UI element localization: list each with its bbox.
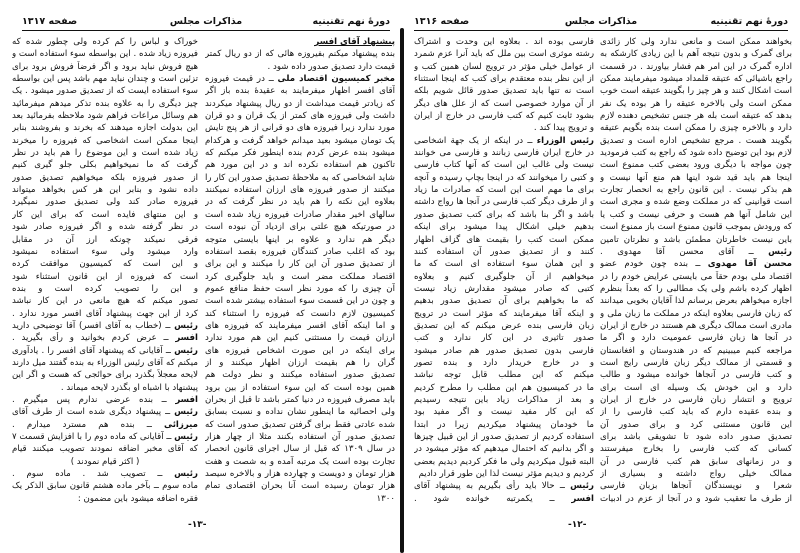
text-line: دارد و بالاخره چیزی را ممکن است بنده بگویم عتیقه <box>600 123 792 134</box>
text-line: در سال ۱۳۰۹ که قبل از سال اجرای قانون انحصار <box>205 444 395 455</box>
speech-text: ــ یکمرتبه خوانده شود . <box>414 493 572 504</box>
speech-text: ــ پیشنهاد دیگری شده است از طرف آقای <box>12 407 171 418</box>
text-line: برای ما مهم است این است که صادرات ما زیاد <box>414 185 594 196</box>
text-line <box>414 493 594 505</box>
text-line: مورد ندارد زیرا فیروزه های دو قرانی از هر پنج تایش <box>205 123 395 134</box>
speech-text: ــ آقای محسن آقا مهدوی . <box>600 246 769 257</box>
text-line: ماده سوم ــ بآخر ماده هشتم قانون سابق الذکر یک <box>12 481 198 492</box>
text-line: کنند و از تصدیق صدور آن استفاده کنند <box>414 246 594 257</box>
text-line <box>205 36 395 48</box>
text-line: بشود ثابت کنیم که کتب فارسی در خارج از ایران <box>414 111 594 122</box>
text-line: هم وسائل مراعات فراهم شود ملاحظه بفرمائید بعد <box>12 111 198 122</box>
text-line: و بعد از مذاکرات زیاد باین نتیجه رسیدیم <box>414 394 594 405</box>
text-line: تصدیق صدور آن استفاده بکنند مثلا از چهار هزار <box>205 432 395 442</box>
speaker-name: رئیس <box>174 345 198 356</box>
speech-text: ــ بنده چون خودم عضو <box>600 259 701 270</box>
speaker-name: افسر <box>175 394 198 405</box>
text-line: اینجا ممکن است اشخاصی که فیروزه را میخرند <box>12 135 198 146</box>
text-line <box>12 394 198 406</box>
text-line: هم بذکر نیست . این قانون راجع به انحصار تجارت <box>600 185 792 196</box>
text-line: این بدولت اجازه میدهند که بخرند و بفروشند بنابر <box>12 123 198 134</box>
speech-text: ــ بنده هم مسترد میدارم . <box>12 419 164 430</box>
text-line: اقتصاد مملکت مضر است و باید جلوگیری کرد <box>205 271 395 282</box>
text-line: زبان فارسی بنده عرض میکنم که این تصدیق <box>414 320 594 331</box>
section-heading: پیشنهاد آقای افسر <box>314 37 395 47</box>
text-line <box>12 345 198 357</box>
speaker-name: رئیس الوزراء <box>536 135 594 146</box>
text-line: کرد از این جهت پیشنهاد آقای افسر مورد ندارد . <box>12 308 198 319</box>
text-line: شاید اشخاصی که به ملاحظهٔ تصدیق صدور این کار را <box>205 172 395 183</box>
text-line: زیاد شده است و این موضوع را هم باید در نظر <box>12 148 198 159</box>
text-line: باین نیست خاطرتان مطمئن باشد و نظرتان تامین <box>600 234 792 245</box>
text-line: فارسی بدون تصدیق صدور هم صادر میشود <box>414 345 594 356</box>
speaker-name: افسر <box>571 493 594 504</box>
text-line: فقره اضافه میشود باین مضمون : <box>77 493 198 504</box>
speech-text: ــ بنده عرضی ندارم پس میگیرم . <box>12 394 176 405</box>
session-label: دورهٔ نهم تقنینیه <box>710 16 788 27</box>
speaker-name: میرزائی <box>164 419 198 430</box>
page-footer-number: -۱۳- <box>188 520 207 530</box>
session-label: دورهٔ نهم تقنینیه <box>312 16 390 27</box>
text-line: بدهد که عتیقه است بله هر جنس تشخیص دهنده لازم <box>600 111 792 122</box>
text-line: ممکن است ولی بالاخره عتیقه را هر بوده یک نفر <box>600 98 792 109</box>
text-line: میخواهیم از آن جلوگیری کنیم و بعلاوه <box>414 271 594 282</box>
text-line: و از طرف دیگر کتب فارسی در آنجا ها رواج داشته <box>414 197 594 208</box>
page-number: صفحه ۱۳۱۷ <box>22 16 78 27</box>
text-line: و اگر بدانیم که احتمال میدهیم که مؤثر میشود در <box>414 444 594 455</box>
text-line: آقای افسر اظهار میفرمایند به عقیدهٔ بنده باز اگر <box>205 86 395 97</box>
header-title: مذاکرات مجلس <box>169 16 243 27</box>
text-line: گران را هم بقیمت ارزان اظهار میکنند و از <box>205 357 395 368</box>
text-line: دیگر هم ندارد و علاوه بر اینها بایستی متوجه <box>205 234 395 245</box>
text-line: برای گمرک و بدون نتیجه آهم با این زیادی کارشکه به <box>600 49 792 60</box>
page-footer-number: -۱۲- <box>568 520 587 530</box>
text-line: باشد و اگر بنا باشد که برای کتب تصدیق صدور <box>414 209 594 220</box>
text-line: لایحه معجلاً بگذرد برای حوائجی که هست و اگر این <box>12 370 198 381</box>
text-line: و در خارج خریدار دارد و بنده تصور <box>414 357 594 368</box>
text-line: برای اینکه در این صورت اشخاص فیروزه های <box>205 345 395 356</box>
text-line: ( اکثر قیام نمودند ) <box>70 456 140 467</box>
text-column-right <box>205 36 395 505</box>
text-line: در نظر گرفته شده و اگر فیروزه صادر شود <box>12 222 198 233</box>
text-line <box>12 468 198 480</box>
text-line: در صورتیکه هیچ علتی برای ازدیاد آن نبوده است <box>205 222 395 233</box>
text-line: مراجعه کنیم میبینیم که در هندوستان و افغانستان <box>600 345 792 356</box>
text-line: تاکنون هم استفاده نکرده اند و در این مورد هم <box>205 160 395 171</box>
right-page <box>400 0 800 553</box>
speech-text: ــ (خطاب به آقای افسر) آقا توضیحی دارید <box>12 320 171 331</box>
text-line: استفاده کردیم از تصدیق صدور از این قبیل چیزها <box>414 432 594 442</box>
text-line <box>12 332 198 344</box>
text-column-left <box>414 36 594 505</box>
text-line: کتبی که صادر میشود مقدارش زیاد نیست <box>414 283 594 294</box>
speaker-name: مخبر کمیسیون اقتصاد ملی <box>277 74 395 85</box>
text-line: باید مصرف فیروزه در دنیا کمتر باشد تا قبل از بحران <box>205 394 395 405</box>
text-line: مادری است ممالک دیگری هم هستند در خارج از ایران <box>600 320 792 331</box>
text-line: و کتب فارسی در آنجاها خوانده میشود و طالب <box>600 370 792 381</box>
text-line: است نه تنها باید تصدیق صدور قائل شویم بلکه <box>414 86 594 97</box>
text-line: ولی احصائیه ما اینطور نشان نداده و نسبت بسابق <box>205 407 395 418</box>
text-line: و کتبی را میخوانند که در اینجا بچاپ رسیده و آنچه <box>414 172 594 183</box>
text-line: پیشنهاد با اشباه او بگذرد لایحه میماند . <box>60 382 198 393</box>
page-header <box>22 14 390 31</box>
text-line: فارسی بوده اند . بعلاوه این وحدت و اشتراک <box>414 37 594 47</box>
text-line: و چون در این قسمت سوء استفاده بیشتر شده است <box>205 296 395 307</box>
text-line <box>12 320 198 332</box>
text-line: وارد میشود ولی سوء استفاده نمیشود <box>12 246 198 257</box>
text-line: چیز دیگری را به علاوه بنده تذکر میدهم میفرمائید <box>12 98 198 109</box>
text-line: قیمت دارد تصدیق صدور داده شود . <box>267 61 395 72</box>
text-line: آن چیزی را که مورد نظر است حفظ منافع عموم <box>205 283 395 294</box>
text-line: ما خودمان پیشنهاد میکردیم زیرا در ابتدا <box>414 419 594 430</box>
text-line: از عوامل خیلی مؤثر در ترویج لسان همین کتب و <box>414 61 594 72</box>
speech-text: ــ تصویب شد . ماده سوم . <box>12 469 175 480</box>
text-line: در آنجا ها زبان فارسی عمومیت دارد و اگر ما <box>600 333 792 344</box>
text-line: اجازه میخواهم بعرض برسانم لذا آقایان بخوبی میدانند <box>600 296 792 307</box>
speech-text: ــ در اینکه از یک جهة اشخاصی <box>414 135 533 146</box>
text-line: ما در کمیسیون هم این مطلب را مطرح کردیم <box>414 382 594 393</box>
text-line: این قانون مستثنی کرد و برای صدور آن <box>600 419 792 430</box>
text-line: از صدور فیروزه بلکه میخواهیم تصدیق صدور <box>12 172 198 183</box>
text-line: و این منتهای فایده است که برای این کار <box>12 209 198 220</box>
text-line: و این همان سوء استفاده ای است که ما <box>414 259 594 270</box>
text-line: این شامل آنها هم هست و حرفی نیست و کتب یا <box>600 209 792 220</box>
speech-text: ــ آقایانی که ماده دوم را با افزایش قسمت ۷ <box>12 432 175 442</box>
text-line: و در زمانهای سابق هم کتب فارسی در آن <box>600 456 792 467</box>
text-line: البته قبول میکردیم ولی ما فکر کردیم دیدیم بعضی <box>414 456 594 467</box>
speech-text: ــ در قیمت فیروزه <box>205 74 274 85</box>
text-line: از این نظر بنده معتقدم برای کتب که اینجا استثناء <box>414 74 594 85</box>
text-line: تصدیق صدور استفاده میکنند و نظر دولت هم <box>205 370 395 381</box>
text-line: کسانی که کتب فارسی را بخارج میفرستند <box>600 444 792 455</box>
text-line: نیست ولی غالب این است که آنها کتاب فارسی <box>414 160 594 171</box>
text-line: ترویج و انتشار زبان فارسی در خارج از ایران <box>600 394 792 405</box>
text-line: دارد و این خودش یک وسیله ای است برای <box>600 382 792 393</box>
text-line: اظهار کرده باشم ولی یک مطالبی را که بعداً بنظرم <box>600 283 792 294</box>
text-line: فیروزه صادر کند ولی تصدیق صدور نمیگیرد <box>12 197 198 208</box>
text-line: بنده پیشنهاد میکنم بفیروزه هائی که از دو ریال کمتر <box>205 49 395 60</box>
text-line: میشود بنده عرض کردم بنده اینطور فکر میکنم که <box>205 148 395 159</box>
text-line: کردیم و دیدیم مؤثر نیست لذا این طور قرار دادیم <box>418 469 594 480</box>
text-line: هزار تومان و دویست و چهارده هزار و بالاخره سیصد <box>205 469 395 480</box>
text-line: میکنم که آقای رئیس الوزراء به بنده گفتند میل دارند <box>12 357 198 368</box>
text-line: چون مواجه با دیگری ورود بعضی کتب ممنوع است <box>600 160 792 171</box>
text-line: هزار تومان رسیده است آنا بحران اقتصادی تمام <box>205 481 395 492</box>
text-line: همین بوده است که این سوء استفاده از بین برود <box>205 382 395 393</box>
text-line: است که فیروزه از این قانون استثناء شود <box>12 271 198 282</box>
text-line: تصور میکنم که هیچ مانعی در این کار نباشد <box>12 296 198 307</box>
speaker-name: رئیس <box>174 432 198 442</box>
text-line: که زیادتر قیمت میداشت از دو ریال پیشنهاد میکردند <box>205 98 395 109</box>
text-line <box>414 135 594 147</box>
text-line: کمیسیون لازم دانست که فیروزه را استثناء کند <box>205 308 395 319</box>
text-line: اینجا هم باید قید شود اینها هم منع آنها نیست و <box>600 172 792 183</box>
text-line: تصدیق صدور داده شود تا تشویقی باشد برای <box>600 432 792 442</box>
text-line: بگویند هست . مرجع تشخیص اداره است و تصدیق <box>600 135 792 146</box>
text-line: گرفت که ما نمیخواهیم بکلی جلو گیری کنیم <box>12 160 198 171</box>
text-line: رشته موثری است بین ملل که باید آنرا عزم شمرد <box>414 49 594 60</box>
speech-text: ــ آقایانی که پیشنهاد آقای افسر را . یادآوری <box>12 345 175 356</box>
text-line: از طرف ما تعقیب شود و در آنجا از عزم در ادبیات <box>600 493 792 504</box>
text-line: یک تومان میشود بعید میدانم خواهد گرفت و هرکدام <box>205 135 395 146</box>
text-column-left <box>12 36 198 505</box>
page-number: صفحه ۱۳۱۶ <box>414 16 470 27</box>
text-line: فرقی نمیکند چونکه ارز آن در مقابل <box>12 234 198 245</box>
text-line: در خارج ایران فارسی زبانند و فارسی می خوانند <box>414 148 594 159</box>
speaker-name: رئیس <box>174 407 198 418</box>
text-line: که ورودش بموجب قانون ممنوع است باز ممنوع است <box>600 222 792 233</box>
text-line: راجع باشیائی که عتیقه قلمداد میشود میفرمایند ممکن <box>600 74 792 85</box>
speaker-name: افسر <box>175 333 198 344</box>
text-line: ممالک خیلی رواج داشته و بسیاری از <box>600 469 792 480</box>
speech-text: ــ حالا باید رأی بگیریم به پیشنهاد آقای <box>414 481 565 492</box>
speaker-name: رئیس <box>570 481 594 492</box>
text-line: تجارت بوده است یک مرتبه آمده و به شصت و هفت <box>205 456 395 467</box>
text-line: است قوانینی که در مملکت وضع شده و مجری است <box>600 197 792 208</box>
text-line: بود که اغلب صادر کنندگان فیروزه بقصد استفاده <box>205 246 395 257</box>
text-line: بعلاوه این نکته را هم باید در نظر گرفت که در <box>205 197 395 208</box>
text-column-right <box>600 36 792 505</box>
text-line <box>12 431 198 443</box>
speaker-name: رئیس <box>174 469 198 480</box>
text-line: از تصدیق صدور آن این کار را میکنند و این برای <box>205 259 395 270</box>
text-line <box>600 246 792 258</box>
text-line: داشت ولی فیروزه های کمتر از یک قران و دو قران <box>205 111 395 122</box>
text-line <box>12 406 198 418</box>
text-line: فیروزه زیاد شده . این بواسطه سوء استفاده است و <box>12 49 198 60</box>
text-line: و اینکه آقا میفرمایند که مؤثر است در ترویج <box>414 308 594 319</box>
text-line: ارزان قیمت را مستثنی کنیم این هم مورد ندارد <box>205 333 395 344</box>
text-line: که آقای مخبر اضافه نمودند تصویب میکنند قیام <box>12 444 198 455</box>
text-line: سالهای اخیر مقدار صادرات فیروزه زیاد شده است <box>205 209 395 220</box>
text-line: و قسمتی از ممالک دیگر زبان فارسی رایج است <box>600 357 792 368</box>
text-line: و این را تصویب کرده است و بنده <box>12 283 198 294</box>
text-line: هیچ فروش نباید برود و اگر فرضاً فروش برود برای <box>12 61 198 72</box>
text-line: است اشکال کنند و هر چیز را بگویند عتیقه است خوب <box>600 86 792 97</box>
text-line: شعرا و نویسندگان آنجاها بزبان فارسی <box>600 481 792 492</box>
text-line: میکنم که این مطلب قابل توجه نباشد <box>414 370 594 381</box>
text-line: که زبان فارسی بعلاوه اینکه در مملکت ما زبان ملی و <box>600 308 792 319</box>
text-line: صدور تاثیری در این کار ندارد و کتب <box>414 333 594 344</box>
speech-text: ــ عرض کردم بخوانید و رأی بگیرید . <box>12 333 176 344</box>
text-line <box>600 258 792 270</box>
text-line: تزئین است و چندان نباید مهم باشد پس این بواسطه <box>12 74 198 85</box>
speaker-name: رئیس <box>768 246 792 257</box>
text-line: از آن موارد خصوصی است که از علل های دیگر <box>414 98 594 109</box>
text-line: لازم بود این توضیح داده شود که راجع به کتب فرمودید <box>600 148 792 159</box>
text-line: بدهیم خیلی اشکال پیدا میشود برای اینکه <box>414 222 594 233</box>
text-line <box>12 419 198 431</box>
text-line: بخواهند ممکن است و مانعی ندارد ولی کار زائدی <box>600 37 792 47</box>
text-line: اداره گمرک در این امر هم فشار بیاورند . در قسمت <box>600 61 792 72</box>
text-line: ممکن است کتب را بقیمت های گزاف اظهار <box>414 234 594 245</box>
text-line: و ترویج پیدا کند . <box>533 123 594 134</box>
text-line: و اما اینکه آقای افسر میفرمایند که فیروزه های <box>205 320 395 331</box>
text-line: که این کار مفید نیست و اگر مفید بود <box>414 407 594 418</box>
text-line: داده نشود و بنابر این هر کس بخواهد میتواند <box>12 185 198 196</box>
text-line: و این است که کمیسیون موافقت کرده <box>12 259 198 270</box>
text-line: ۱۳۰۰ <box>376 493 395 504</box>
text-line: سوء استفاده ایست که از تصدیق صدور میشود . یک <box>12 86 198 97</box>
text-line <box>205 73 395 85</box>
header-title: مذاکرات مجلس <box>564 16 638 27</box>
text-line: خوراک و لباس را کم کرده ولی چطور شده که <box>12 37 198 47</box>
speaker-name: محسن آقا مهدوی <box>707 259 792 270</box>
page-header <box>414 14 788 31</box>
text-line: شده عادتی فقط برای گرفتن تصدیق صدور است که <box>205 419 395 430</box>
text-line: اقتصاد ملی بودم حقاً می بایستی عرایض خودم را در <box>600 271 792 282</box>
text-line <box>414 480 594 492</box>
text-line: میکنند از صدور فیروزه های ارزان استفاده نمیکنند <box>205 185 395 196</box>
text-line: که ما بخواهیم برای آن تصدیق صدور بدهیم <box>414 296 594 307</box>
text-line: و بنده عقیده دارم که باید کتب فارسی را از <box>600 407 792 418</box>
speaker-name: رئیس <box>174 320 198 331</box>
